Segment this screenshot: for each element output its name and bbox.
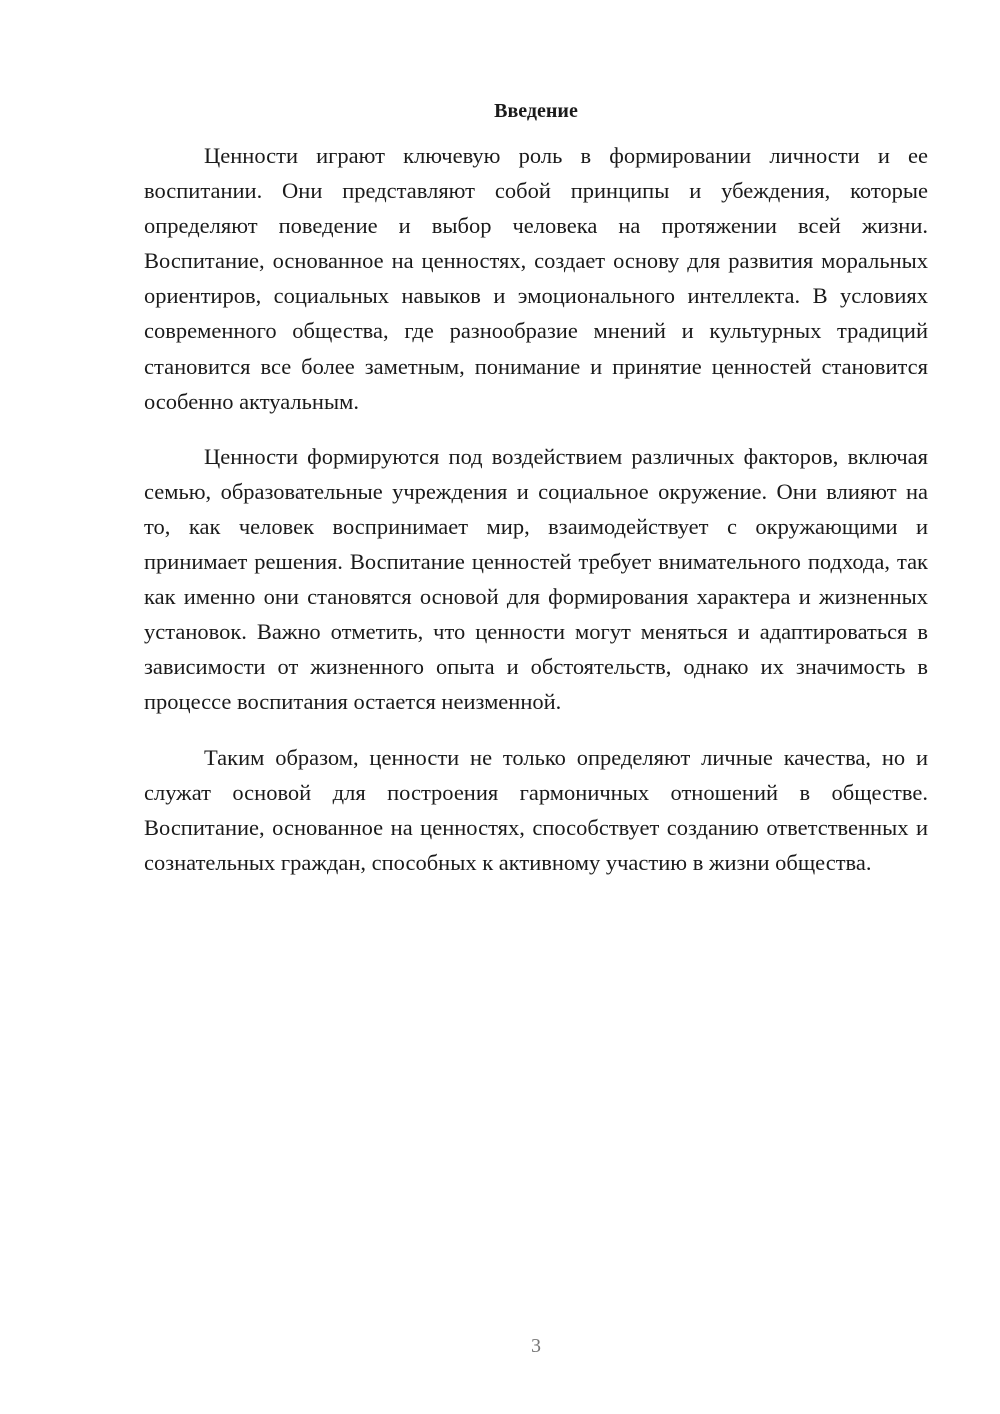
paragraph-1: Ценности играют ключевую роль в формировании личности и ее воспитании. Они представляют собой принципы и убеждения, которые определяют поведение и выбор человека на протяжении всей жизни. Воспитание, основанное на ценностях, создает основу для развития моральных ориентиров, социальных навыков и эмоционального интеллекта. В условиях современного общества, где разнообразие мнений и культурных традиций становится все более заметным, понимание и принятие ценностей становится особенно актуальным. [144, 143, 928, 414]
page-content [144, 96, 928, 900]
page-number: 3 [531, 1335, 541, 1357]
section-title: Введение [494, 100, 578, 122]
paragraph-3: Таким образом, ценности не только определяют личные качества, но и служат основой для построения гармоничных отношений в обществе. Воспитание, основанное на ценностях, способствует созданию ответственных и сознательных граждан, способных к активному участию в жизни общества. [144, 744, 928, 875]
paragraph-2: Ценности формируются под воздействием различных факторов, включая семью, образовательные учреждения и социальное окружение. Они влияют на то, как человек воспринимает мир, взаимодействует с окружающими и принимает решения. Воспитание ценностей требует внимательного подхода, так как именно они становятся основой для формирования характера и жизненных установок. Важно отметить, что ценности могут меняться и адаптироваться в зависимости от жизненного опыта и обстоятельств, однако их значимость в процессе воспитания остается неизменной. [144, 443, 928, 715]
